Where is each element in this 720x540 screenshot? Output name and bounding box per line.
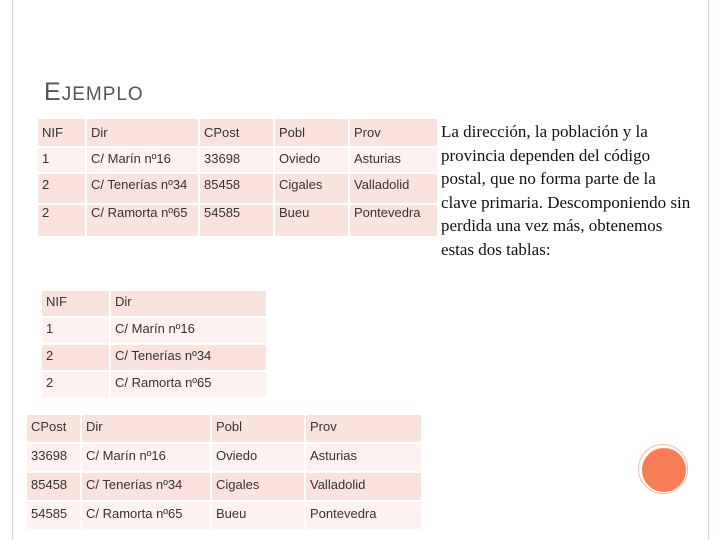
table-nif-dir <box>40 289 268 399</box>
table-cell: Bueu <box>212 502 304 529</box>
table-cell: Valladolid <box>306 473 421 500</box>
table-row <box>27 444 421 471</box>
table-cell: 2 <box>42 345 109 370</box>
table-cell: Pontevedra <box>306 502 421 529</box>
slide-title-initial: E <box>44 78 62 106</box>
table-cell: 54585 <box>27 502 80 529</box>
header-cell-cpost: CPost <box>27 415 80 442</box>
table-cell: Pontevedra <box>350 205 437 236</box>
table-cell: Cigales <box>275 174 348 203</box>
header-cell-nif: NIF <box>42 291 109 316</box>
table-cell: Bueu <box>275 205 348 236</box>
table-cell: Valladolid <box>350 174 437 203</box>
table-row <box>38 174 437 203</box>
table-cell: 33698 <box>200 148 273 172</box>
table-cell: Oviedo <box>212 444 304 471</box>
table-cell: 85458 <box>200 174 273 203</box>
table-cell: Oviedo <box>275 148 348 172</box>
header-cell-pobl: Pobl <box>212 415 304 442</box>
table-row <box>38 205 437 236</box>
table-header-row <box>38 119 437 146</box>
table-cell: 54585 <box>200 205 273 236</box>
table-cell: 33698 <box>27 444 80 471</box>
table-cell: C/ Tenerías nº34 <box>82 473 210 500</box>
table-cell: C/ Marín nº16 <box>87 148 198 172</box>
header-cell-dir: Dir <box>82 415 210 442</box>
decorative-circle <box>642 448 686 492</box>
header-cell-nif: NIF <box>38 119 85 146</box>
header-cell-dir: Dir <box>111 291 266 316</box>
table-cell: C/ Tenerías nº34 <box>111 345 266 370</box>
header-cell-prov: Prov <box>306 415 421 442</box>
table-cell: C/ Ramorta nº65 <box>82 502 210 529</box>
table-row <box>27 473 421 500</box>
slide-frame-left-line <box>12 0 13 540</box>
header-cell-dir: Dir <box>87 119 198 146</box>
slide-frame-right-line <box>708 0 709 540</box>
table-cell: C/ Tenerías nº34 <box>87 174 198 203</box>
table-cell: C/ Marín nº16 <box>111 318 266 343</box>
table-cell: 1 <box>42 318 109 343</box>
table-cell: Asturias <box>306 444 421 471</box>
table-cell: Asturias <box>350 148 437 172</box>
table-row <box>38 148 437 172</box>
table-header-row <box>42 291 266 316</box>
header-cell-pobl: Pobl <box>275 119 348 146</box>
table-row <box>42 372 266 397</box>
table-cell: 2 <box>42 372 109 397</box>
table-cpost-dir <box>25 413 423 531</box>
table-cell: 85458 <box>27 473 80 500</box>
header-cell-cpost: CPost <box>200 119 273 146</box>
slide-title <box>44 78 144 107</box>
slide-title-rest: JEMPLO <box>61 84 144 105</box>
table-row <box>27 502 421 529</box>
table-cell: 2 <box>38 205 85 236</box>
table-original <box>36 117 439 238</box>
table-header-row <box>27 415 421 442</box>
explanation-text: La dirección, la población y la provincia dependen del código postal, que no forma parte de la clave primaria. Descomponiendo sin perdida una vez más, obtenemos estas dos tablas: <box>441 122 691 259</box>
table-row <box>42 345 266 370</box>
header-cell-prov: Prov <box>350 119 437 146</box>
table-cell: C/ Ramorta nº65 <box>111 372 266 397</box>
table-row <box>42 318 266 343</box>
table-cell: Cigales <box>212 473 304 500</box>
table-cell: C/ Marín nº16 <box>82 444 210 471</box>
table-cell: 2 <box>38 174 85 203</box>
table-cell: 1 <box>38 148 85 172</box>
table-cell: C/ Ramorta nº65 <box>87 205 198 236</box>
